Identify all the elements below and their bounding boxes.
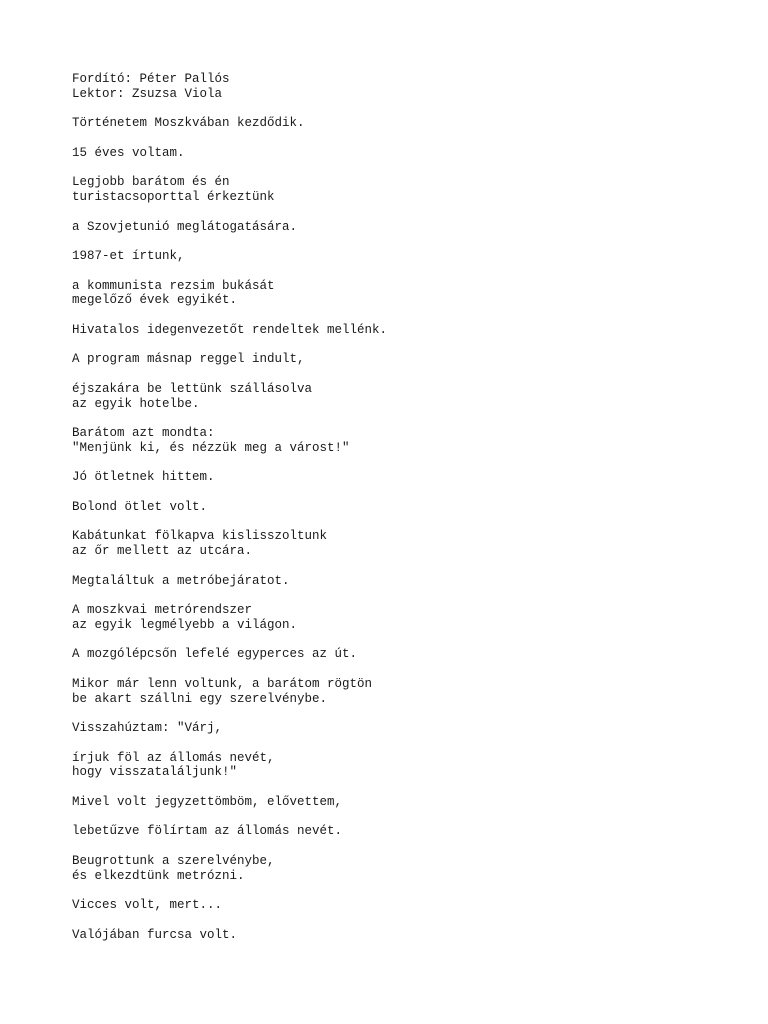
transcript-line: "Menjünk ki, és nézzük meg a várost!" bbox=[72, 440, 350, 455]
transcript-line: Legjobb barátom és én bbox=[72, 175, 230, 190]
transcript-paragraph bbox=[72, 116, 712, 131]
transcript-paragraph bbox=[72, 146, 712, 161]
transcript-line: Valójában furcsa volt. bbox=[72, 927, 238, 942]
transcript-line: Hivatalos idegenvezetőt rendeltek mellénk. bbox=[72, 322, 388, 337]
transcript-paragraph bbox=[72, 175, 712, 205]
transcript-line: A mozgólépcsőn lefelé egyperces az út. bbox=[72, 647, 358, 662]
transcript-line: turistacsoporttal érkeztünk bbox=[72, 190, 275, 204]
transcript-paragraph bbox=[72, 721, 712, 736]
transcript-paragraph bbox=[72, 352, 712, 367]
transcript-line: Történetem Moszkvában kezdődik. bbox=[72, 116, 305, 131]
transcript-line: az őr mellett az utcára. bbox=[72, 544, 253, 558]
credits bbox=[72, 72, 712, 102]
transcript-line: megelőző évek egyikét. bbox=[72, 293, 238, 308]
transcript-paragraph bbox=[72, 529, 712, 559]
transcript-paragraph bbox=[72, 824, 712, 839]
transcript-line: 15 éves voltam. bbox=[72, 145, 185, 160]
transcript-paragraph bbox=[72, 898, 712, 913]
transcript-line: be akart szállni egy szerelvénybe. bbox=[72, 691, 328, 706]
transcript-paragraph bbox=[72, 279, 712, 309]
transcript-paragraph bbox=[72, 603, 712, 633]
transcript-paragraph bbox=[72, 249, 712, 264]
transcript-line: Bolond ötlet volt. bbox=[72, 499, 208, 514]
transcript-line: Mikor már lenn voltunk, a barátom rögtön bbox=[72, 676, 373, 691]
transcript-paragraph bbox=[72, 500, 712, 515]
transcript-line: A moszkvai metrórendszer bbox=[72, 603, 253, 617]
transcript-line: írjuk föl az állomás nevét, bbox=[72, 750, 275, 765]
transcript-line: az egyik legmélyebb a világon. bbox=[72, 617, 298, 632]
transcript-line: Megtaláltuk a metróbejáratot. bbox=[72, 573, 290, 588]
transcript-line: Visszahúztam: "Várj, bbox=[72, 721, 223, 735]
transcript-line: a Szovjetunió meglátogatására. bbox=[72, 219, 298, 234]
transcript-line: lebetűzve fölírtam az állomás nevét. bbox=[72, 824, 343, 839]
transcript-page bbox=[72, 72, 712, 957]
transcript-paragraph bbox=[72, 795, 712, 810]
transcript-line: és elkezdtünk metrózni. bbox=[72, 868, 245, 883]
transcript-paragraph bbox=[72, 382, 712, 412]
transcript-line: 1987-et írtunk, bbox=[72, 249, 185, 263]
transcript-line: éjszakára be lettünk szállásolva bbox=[72, 381, 313, 396]
transcript-paragraph bbox=[72, 751, 712, 781]
transcript-paragraph bbox=[72, 854, 712, 884]
transcript-line: Beugrottunk a szerelvénybe, bbox=[72, 853, 275, 868]
transcript-paragraph bbox=[72, 677, 712, 707]
transcript-paragraph bbox=[72, 323, 712, 338]
transcript-line: Mivel volt jegyzettömböm, elővettem, bbox=[72, 794, 343, 809]
translator-line: Fordító: Péter Pallós bbox=[72, 72, 230, 86]
transcript-line: Vicces volt, mert... bbox=[72, 898, 223, 912]
transcript-line: A program másnap reggel indult, bbox=[72, 352, 305, 367]
transcript-paragraph bbox=[72, 928, 712, 943]
transcript-paragraph bbox=[72, 574, 712, 589]
transcript-paragraph bbox=[72, 426, 712, 456]
reviewer-line: Lektor: Zsuzsa Viola bbox=[72, 86, 223, 101]
transcript-line: Jó ötletnek hittem. bbox=[72, 470, 215, 485]
transcript-paragraph bbox=[72, 647, 712, 662]
transcript-line: Barátom azt mondta: bbox=[72, 426, 215, 440]
transcript-paragraph bbox=[72, 220, 712, 235]
transcript-line: hogy visszataláljunk!" bbox=[72, 765, 238, 780]
transcript-line: az egyik hotelbe. bbox=[72, 396, 200, 411]
transcript-paragraph bbox=[72, 470, 712, 485]
transcript-line: a kommunista rezsim bukását bbox=[72, 278, 275, 293]
transcript-line: Kabátunkat fölkapva kislisszoltunk bbox=[72, 529, 328, 544]
